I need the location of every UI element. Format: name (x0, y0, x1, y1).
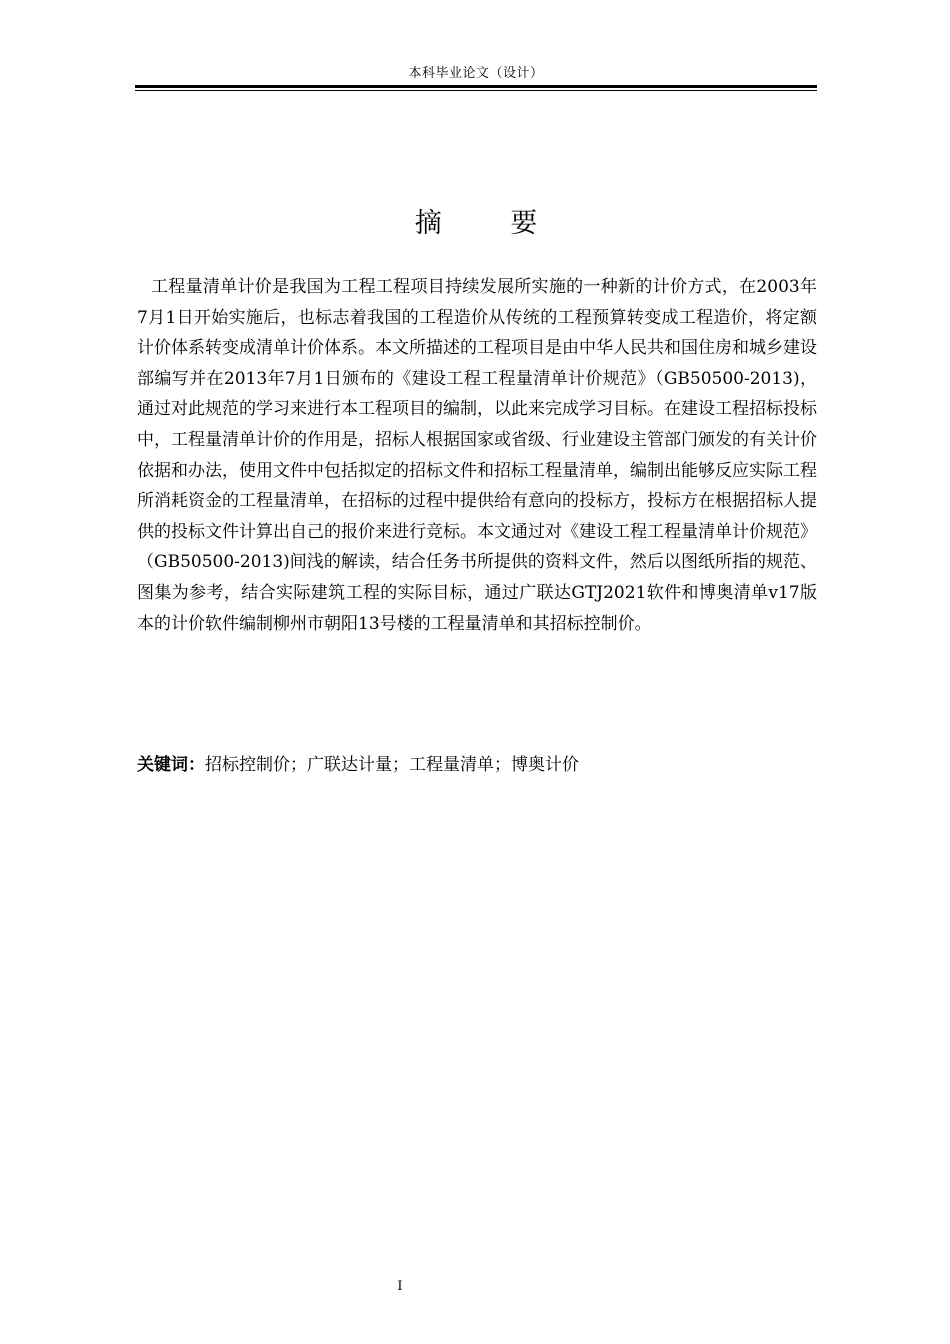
running-header: 本科毕业论文（设计） (408, 66, 544, 81)
keywords-label: 关键词： (137, 755, 205, 775)
header-rule-thick (135, 85, 817, 88)
keywords-value: 招标控制价；广联达计量；工程量清单；博奥计价 (205, 755, 579, 775)
keywords-line (137, 752, 817, 778)
header-rule-thin (135, 90, 817, 91)
abstract-body: 工程量清单计价是我国为工程工程项目持续发展所实施的一种新的计价方式，在2003年7月1日开始实施后，也标志着我国的工程造价从传统的工程预算转变成工程造价，将定额计价体系转变成清单计价体系。本文所描述的工程项目是由中华人民共和国住房和城乡建设部编写并在2013年7月1日颁布的《建设工程工程量清单计价规范》（GB50500-2013)，通过对此规范的学习来进行本工程项目的编制，以此来完成学习目标。在建设工程招标投标中，工程量清单计价的作用是，招标人根据国家或省级、行业建设主管部门颁发的有关计价依据和办法，使用文件中包括拟定的招标文件和招标工程量清单，编制出能够反应实际工程所消耗资金的工程量清单，在招标的过程中提供给有意向的投标方，投标方在根据招标人提供的投标文件计算出自己的报价来进行竞标。本文通过对《建设工程工程量清单计价规范》（GB50500-2013)间浅的解读，结合任务书所提供的资料文件，然后以图纸所指的规范、图集为参考，结合实际建筑工程的实际目标，通过广联达GTJ2021软件和博奥清单v17版本的计价软件编制柳州市朝阳13号楼的工程量清单和其招标控制价。 (137, 277, 817, 634)
abstract-title: 摘 要 (414, 208, 568, 239)
page-number: I (397, 1279, 403, 1294)
